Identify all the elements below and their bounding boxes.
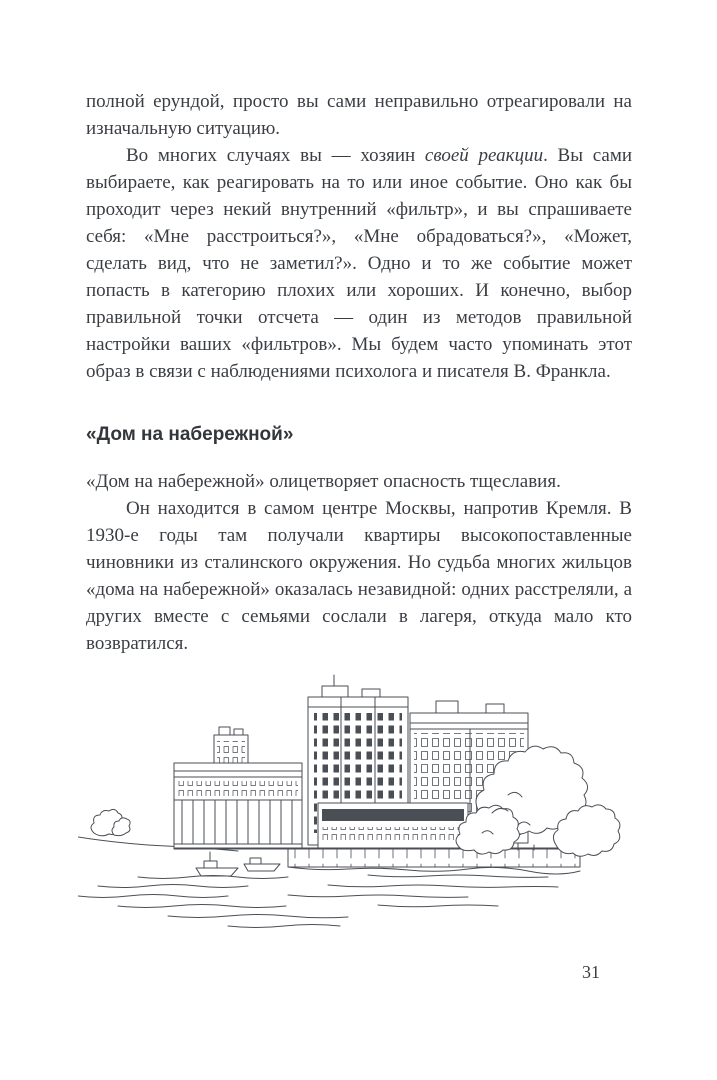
- body-paragraph-4: Он находится в самом центре Москвы, напротив Кремля. В 1930-е годы там получали квартиры высокопоставленные чиновники из сталинского окружения. Но судьба многих жильцов «дома на набережной» оказалась незавидной: одних расстреляли, а других вместе с семьями сослали в лагеря, откуда мало кто возвратился.: [86, 498, 632, 654]
- building-illustration: [78, 645, 638, 935]
- text-block: [86, 88, 632, 657]
- page-number: 31: [582, 962, 600, 982]
- body-paragraph-3: «Дом на набережной» олицетворяет опасность тщеславия.: [86, 471, 561, 492]
- paragraph-text: . Вы сами выбираете, как реагировать на то или иное событие. Оно как бы проходит через некий внутренний «фильтр», и вы спрашиваете себя: «Мне расстроиться?», «Мне обрадоваться?», «Может, сделать вид, что не заметил?». Одно и то же событие может попасть в категорию плохих или хороших. И конечно, выбор правильной точки отсчета — один из методов правильной настройки ваших «фильтров». Мы будем часто упоминать этот образ в связи с наблюдениями психолога и писателя В. Франкла.: [86, 145, 633, 382]
- house-on-embankment-drawing: [78, 645, 638, 935]
- body-paragraph-1: полной ерундой, просто вы сами неправильно отреагировали на изначальную ситуацию.: [86, 91, 632, 139]
- italic-phrase: своей реакции: [424, 145, 544, 166]
- section-heading: «Дом на набережной»: [86, 424, 294, 445]
- paragraph-text: Во многих случаях вы — хозяин: [126, 145, 425, 166]
- body-paragraph-2: [86, 142, 632, 385]
